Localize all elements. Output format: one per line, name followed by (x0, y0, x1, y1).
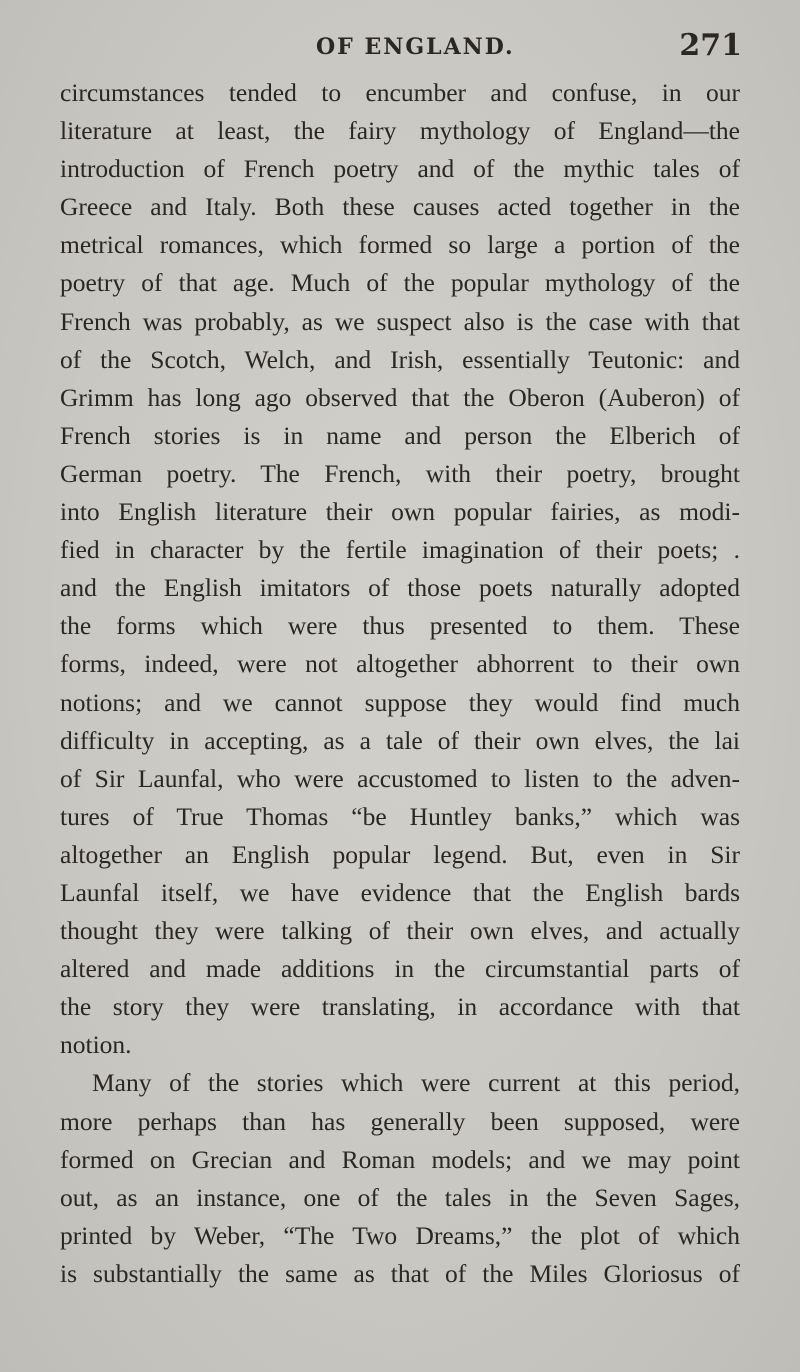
text-line: French was probably, as we suspect also is the case with that (60, 306, 740, 336)
text-line: out, as an instance, one of the tales in the Seven Sages, (60, 1182, 740, 1212)
text-line: thought they were talking of their own elves, and actually (60, 916, 740, 946)
text-line: and the English imitators of those poets naturally adopted (60, 573, 740, 603)
text-line: Many of the stories which were current at this period, (92, 1068, 740, 1098)
text-line: literature at least, the fairy mythology of England—the (60, 116, 740, 146)
page-header (60, 28, 740, 68)
paragraph (60, 1064, 740, 1293)
text-line: forms, indeed, were not altogether abhorrent to their own (60, 649, 740, 679)
text-line: Grimm has long ago observed that the Oberon (Auberon) of (60, 382, 740, 412)
running-head: OF ENGLAND. (316, 34, 515, 60)
text-line: poetry of that age. Much of the popular mythology of the (60, 268, 740, 298)
page-content (60, 28, 740, 1293)
text-line: notion. (60, 1030, 132, 1060)
text-line: formed on Grecian and Roman models; and we may point (60, 1144, 740, 1174)
body-text (60, 74, 740, 1293)
paragraphs (60, 74, 740, 1293)
text-line: printed by Weber, “The Two Dreams,” the plot of which (60, 1220, 740, 1250)
text-line: introduction of French poetry and of the mythic tales of (60, 154, 740, 184)
text-line: of Sir Launfal, who were accustomed to listen to the adven- (60, 763, 740, 793)
text-line: Greece and Italy. Both these causes acted together in the (60, 192, 740, 222)
text-line: of the Scotch, Welch, and Irish, essentially Teutonic: and (60, 344, 740, 374)
text-line: French stories is in name and person the Elberich of (60, 420, 740, 450)
text-line: is substantially the same as that of the Miles Gloriosus of (60, 1258, 740, 1288)
text-line: into English literature their own popular fairies, as modi- (60, 497, 740, 527)
text-line: the forms which were thus presented to them. These (60, 611, 740, 641)
text-line: Launfal itself, we have evidence that the English bards (60, 877, 740, 907)
text-line: metrical romances, which formed so large a portion of the (60, 230, 740, 260)
text-line: altogether an English popular legend. But, even in Sir (60, 839, 740, 869)
text-line: the story they were translating, in accordance with that (60, 992, 740, 1022)
text-line: altered and made additions in the circumstantial parts of (60, 954, 740, 984)
page-number: 271 (679, 28, 742, 63)
text-line: notions; and we cannot suppose they would find much (60, 687, 740, 717)
text-line: difficulty in accepting, as a tale of their own elves, the lai (60, 725, 740, 755)
text-line: fied in character by the fertile imagination of their poets; . (60, 535, 740, 565)
text-line: more perhaps than has generally been supposed, were (60, 1106, 740, 1136)
text-line: circumstances tended to encumber and confuse, in our (60, 78, 740, 107)
text-line: German poetry. The French, with their poetry, brought (60, 458, 740, 488)
text-line: tures of True Thomas “be Huntley banks,” which was (60, 801, 740, 831)
paragraph (60, 74, 740, 1064)
